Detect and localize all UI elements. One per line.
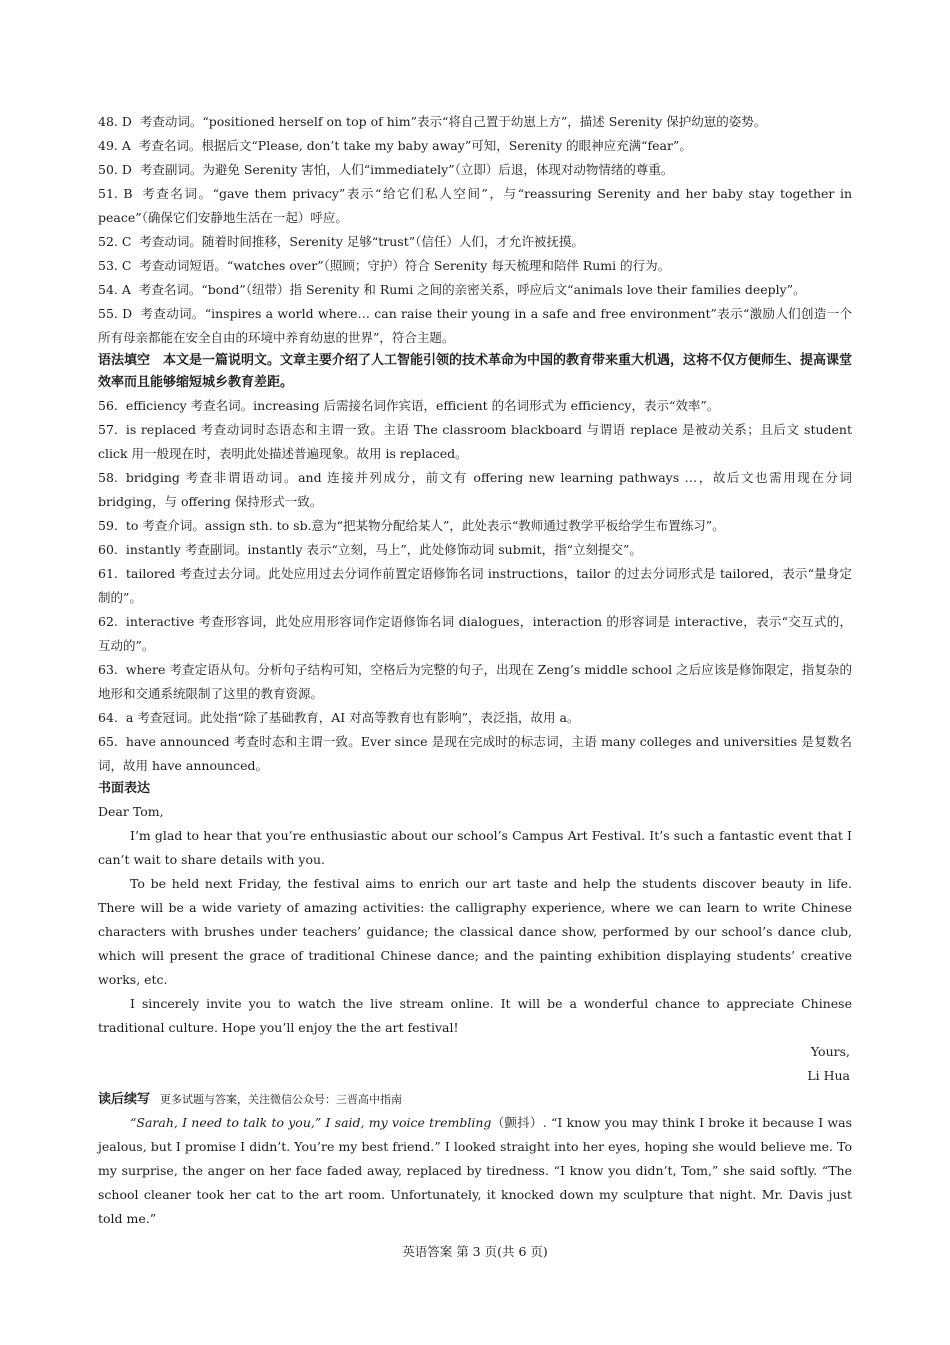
answer-explanation: have announced 考查时态和主谓一致。Ever since 是现在完成时的标志词，主语 many colleges and universities 是复数名词，故用 have announced。 [98, 734, 852, 773]
writing-section [98, 778, 852, 1088]
answer-item [98, 182, 852, 230]
continuation-text: . “I know you may think I broke it because I was jealous, but I promise I didn’t. You’re my best friend.” I looked straight into her eyes, hoping she would believe me. To my surprise, the anger on her face faded away, replaced by tiredness. “I know you didn’t, Tom,” she said softly. “The school cleaner took her cat to the art room. Unfortunately, it knocked down my sculpture that night. Mr. Davis just told me.” [98, 1115, 852, 1226]
answer-explanation: instantly 考查副词。instantly 表示“立刻，马上”，此处修饰动词 submit，指“立刻提交”。 [125, 542, 642, 557]
answer-item [98, 706, 852, 730]
letter-closing: Yours, [810, 1044, 850, 1059]
answer-explanation: to 考查介词。assign sth. to sb.意为“把某物分配给某人”，此处表示“教师通过教学平板给学生布置练习”。 [125, 518, 725, 533]
answer-item [98, 562, 852, 610]
grammar-answers [98, 394, 852, 778]
answer-explanation: 考查名词。根据后文“Please, don’t take my baby away”可知，Serenity 的眼神应充满“fear”。 [138, 138, 692, 153]
answer-item [98, 466, 852, 514]
answer-item [98, 302, 852, 350]
answer-number: 65. [98, 734, 118, 749]
answer-item [98, 230, 852, 254]
answer-item [98, 254, 852, 278]
letter-paragraph-3: I sincerely invite you to watch the live stream online. It will be a wonderful chance to appreciate Chinese traditional culture. Hope you’ll enjoy the the art festival! [98, 996, 852, 1035]
continuation-italic-opening: “Sarah, I need to talk to you,” I said, my voice trembling [130, 1115, 492, 1130]
continuation-paragraph [98, 1111, 852, 1231]
continuation-headline [98, 1088, 852, 1111]
wechat-note: 更多试题与答案，关注微信公众号：三晋高中指南 [160, 1093, 403, 1106]
continuation-heading: 读后续写 [98, 1092, 151, 1107]
answer-number: 50. D [98, 162, 132, 177]
answer-item [98, 658, 852, 706]
answer-number: 64. [98, 710, 118, 725]
answer-number: 58. [98, 470, 118, 485]
answer-explanation: is replaced 考查动词时态语态和主谓一致。主语 The classroom blackboard 与谓语 replace 是被动关系；且后文 student click 用一般现在时，表明此处描述普遍现象。故用 is replaced。 [98, 422, 852, 461]
answer-explanation: 考查名词。“gave them privacy”表示“给它们私人空间”，与“reassuring Serenity and her baby stay together in peace”（确保它们安静地生活在一起）呼应。 [98, 186, 852, 225]
answer-number: 53. C [98, 258, 132, 273]
answer-number: 54. A [98, 282, 131, 297]
letter-paragraph-1: I’m glad to hear that you’re enthusiastic about our school’s Campus Art Festival. It’s such a fantastic event that I can’t wait to share details with you. [98, 828, 852, 867]
grammar-heading: 语法填空 本文是一篇说明文。文章主要介绍了人工智能引领的技术革命为中国的教育带来重大机遇，这将不仅方便师生、提高课堂效率而且能够缩短城乡教育差距。 [98, 353, 853, 390]
answer-item [98, 418, 852, 466]
answer-explanation: 考查动词。“positioned herself on top of him”表示“将自己置于幼崽上方”，描述 Serenity 保护幼崽的姿势。 [139, 114, 767, 129]
answer-number: 52. C [98, 234, 132, 249]
page-content [98, 110, 852, 1231]
answer-explanation: interactive 考查形容词，此处应用形容词作定语修饰名词 dialogues，interaction 的形容词是 interactive，表示“交互式的，互动的”。 [98, 614, 852, 653]
cloze-answers [98, 110, 852, 350]
answer-number: 59. [98, 518, 118, 533]
answer-item [98, 110, 852, 134]
answer-number: 48. D [98, 114, 132, 129]
answer-number: 56. [98, 398, 118, 413]
answer-number: 61. [98, 566, 118, 581]
answer-item [98, 158, 852, 182]
answer-number: 55. D [98, 306, 133, 321]
answer-explanation: 考查动词。“inspires a world where… can raise their young in a safe and free environment”表示“激励人们创造一个所有母亲都能在安全自由的环境中养育幼崽的世界”，符合主题。 [98, 306, 852, 345]
answer-explanation: bridging 考查非谓语动词。and 连接并列成分，前文有 offering new learning pathways …，故后文也需用现在分词 bridging，与 offering 保持形式一致。 [98, 470, 852, 509]
page-footer: 英语答案 第 3 页(共 6 页) [402, 1244, 548, 1259]
continuation-section [98, 1088, 852, 1231]
writing-heading: 书面表达 [98, 781, 151, 796]
answer-item [98, 394, 852, 418]
answer-item [98, 514, 852, 538]
answer-item [98, 278, 852, 302]
answer-explanation: 考查动词短语。“watches over”（照顾；守护）符合 Serenity 每天梳理和陪伴 Rumi 的行为。 [139, 258, 671, 273]
answer-explanation: 考查动词。随着时间推移，Serenity 足够“trust”（信任）人们，才允许被抚摸。 [139, 234, 584, 249]
answer-explanation: 考查副词。为避免 Serenity 害怕，人们“immediately”（立即）后退，体现对动物情绪的尊重。 [139, 162, 674, 177]
answer-number: 60. [98, 542, 118, 557]
letter-salutation: Dear Tom, [98, 804, 164, 819]
letter-signature: Li Hua [807, 1068, 850, 1083]
answer-item [98, 134, 852, 158]
answer-explanation: a 考查冠词。此处指“除了基础教育，AI 对高等教育也有影响”，表泛指，故用 a。 [125, 710, 580, 725]
answer-number: 57. [98, 422, 118, 437]
answer-number: 62. [98, 614, 118, 629]
answer-number: 51. B [98, 186, 133, 201]
answer-number: 49. A [98, 138, 131, 153]
answer-explanation: 考查名词。“bond”（纽带）指 Serenity 和 Rumi 之间的亲密关系，呼应后文“animals love their families deeply”。 [138, 282, 806, 297]
answer-item [98, 730, 852, 778]
letter-paragraph-2: To be held next Friday, the festival aims to enrich our art taste and help the students discover beauty in life. There will be a wide variety of amazing activities: the calligraphy experience, where we can learn to write Chinese characters with brushes under teachers’ guidance; the classical dance show, performed by our school’s dance club, which will present the grace of traditional Chinese dance; and the painting exhibition displaying students’ creative works, etc. [98, 876, 852, 987]
answer-number: 63. [98, 662, 118, 677]
answer-explanation: where 考查定语从句。分析句子结构可知，空格后为完整的句子，出现在 Zeng’s middle school 之后应该是修饰限定，指复杂的地形和交通系统限制了这里的教育资源。 [98, 662, 852, 701]
answer-item [98, 610, 852, 658]
answer-item [98, 538, 852, 562]
continuation-gloss: （颤抖） [491, 1115, 543, 1130]
answer-explanation: tailored 考查过去分词。此处应用过去分词作前置定语修饰名词 instructions，tailor 的过去分词形式是 tailored，表示“量身定制的”。 [98, 566, 852, 605]
answer-explanation: efficiency 考查名词。increasing 后需接名词作宾语，efficient 的名词形式为 efficiency，表示“效率”。 [125, 398, 720, 413]
